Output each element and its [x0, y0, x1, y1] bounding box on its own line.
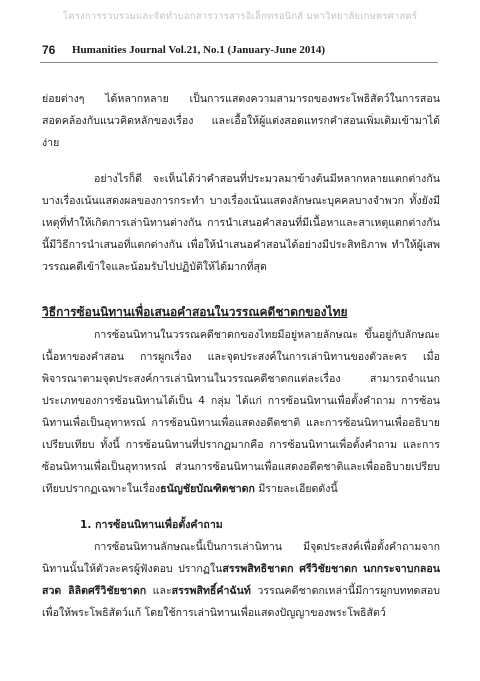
paragraph	[42, 536, 440, 624]
paragraph-continuation: ย่อยต่างๆ ได้หลากหลาย เป็นการแสดงความสามารถของพระโพธิสัตว์ในการสอน สอดคล้องกับแนวคิดหลักของเรื่อง และเอื้อให้ผู้แต่งสอดแทรกคำสอนเพิ่มเติมเข้ามาได้ง่าย	[42, 93, 440, 149]
paragraph: อย่างไรก็ดี จะเห็นได้ว่าคำสอนที่ประมวลมาข้างต้นมีหลากหลายแตกต่างกัน บางเรื่องเน้นแสดงผลของการกระทำ บางเรื่องเน้นแสดงลักษณะบุคคลบางจำพวก ทั้งยังมีเหตุที่ทำให้เกิดการเล่านิทานต่างกัน การนำเสนอคำสอนที่มีเนื้อหาและสาเหตุแตกต่างกันนี้มีวิธีการนำเสนอที่แตกต่างกัน เพื่อให้นำเสนอคำสอนได้อย่างมีประสิทธิภาพ ทำให้ผู้เสพวรรณคดีเข้าใจและน้อมรับไปปฏิบัติให้ได้มากที่สุด	[42, 173, 440, 273]
paragraph	[42, 324, 440, 500]
page-body	[42, 88, 440, 624]
paragraph-text: การซ้อนนิทานลักษณะนี้เป็นการเล่านิทาน มีจุดประสงค์เพื่อตั้งคำถามจากนิทานนั้นให้ตัวละครผู้ฟังตอบ ปรากฏใน	[42, 541, 440, 575]
paragraph-text: การซ้อนนิทานในวรรณคดีชาดกของไทยมีอยู่หลายลักษณะ ขึ้นอยู่กับลักษณะเนื้อหาของคำสอน การผูกเรื่อง และจุดประสงค์ในการเล่านิทานของตัวละคร เมื่อพิจารณาตามจุดประสงค์การเล่านิทานในวรรณคดีชาดกแต่ละเรื่อง สามารถจำแนกประเภทของการซ้อนนิทานได้เป็น 4 กลุ่ม ได้แก่ การซ้อนนิทานเพื่อตั้งคำถาม การซ้อนนิทานเพื่อเป็นอุทาหรณ์ การซ้อนนิทานเพื่อแสดงอดีตชาติ และการซ้อนนิทานเพื่ออธิบายเปรียบเทียบ ทั้งนี้ การซ้อนนิทานที่ปรากฏมากคือ การซ้อนนิทานเพื่อตั้งคำถาม และการซ้อนนิทานเพื่อเป็นอุทาหรณ์ ส่วนการซ้อนนิทานเพื่อแสดงอดีตชาติและเพื่ออธิบายเปรียบเทียบปรากฏเฉพาะในเรื่อง	[42, 329, 440, 495]
journal-header: Humanities Journal Vol.21, No.1 (January-June 2014)	[72, 44, 326, 56]
paragraph-text-end: มีรายละเอียดดังนี้	[254, 483, 338, 495]
story-title-bold: สรรพสิทธิ์คำฉันท์	[171, 585, 251, 597]
paragraph-text: และ	[146, 585, 172, 597]
page-number: 76	[42, 43, 56, 57]
header-divider	[40, 62, 438, 63]
paragraph-text-end: วรรณคดีชาดกเหล่านี้มีการผูกบททดสอบเพื่อให้พระโพธิสัตว์แก้ โดยใช้การเล่านิทานเพื่อแสดงปัญญาของพระโพธิสัตว์	[42, 585, 440, 619]
watermark-text: โครงการรวบรวมและจัดทำบอกสารวารสารอิเล็กทรอนิกส์ มหาวิทยาลัยเกษตรศาสตร์	[62, 11, 418, 22]
subsection-heading: 1. การซ้อนนิทานเพื่อตั้งคำถาม	[80, 519, 223, 531]
section-heading: วิธีการซ้อนนิทานเพื่อเสนอคำสอนในวรรณคดีชาดกของไทย	[42, 305, 348, 319]
story-titles-bold: สรรพสิทธิชาดก ศรีวิชัยชาดก นกกระจาบกลอนสวด ลิลิตศรีวิชัยชาดก	[42, 563, 440, 597]
story-title-bold: ธนัญชัยบัณฑิตชาดก	[160, 483, 255, 495]
